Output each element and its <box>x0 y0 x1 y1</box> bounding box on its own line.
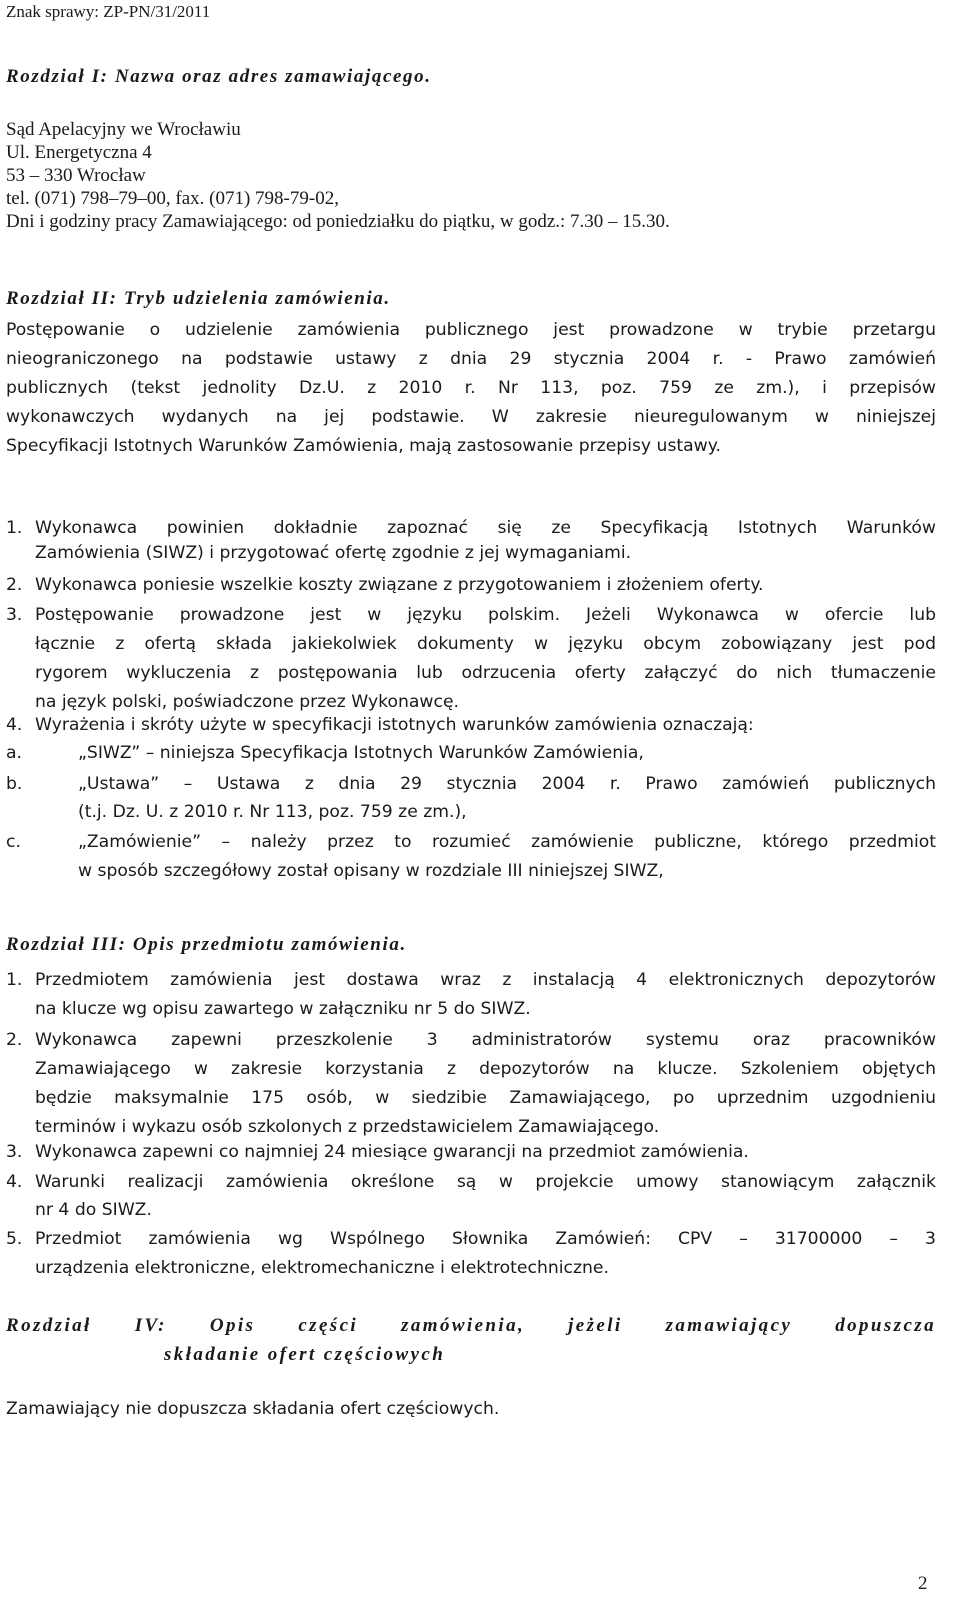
address-line: Ul. Energetyczna 4 <box>6 142 152 163</box>
address-block <box>6 118 936 233</box>
definition-line: „SIWZ” – niniejsza Specyfikacja Istotnych Warunków Zamówienia, <box>78 743 644 763</box>
chapter-3-heading: Rozdział III: Opis przedmiotu zamówienia. <box>6 934 407 955</box>
list-item <box>6 966 936 1024</box>
contact-line: tel. (071) 798–79–00, fax. (071) 798-79-02, <box>6 188 339 209</box>
chapter-1-heading: Rozdział I: Nazwa oraz adres zamawiającego. <box>6 66 432 87</box>
heading-line: Rozdział IV: Opis części zamówienia, jeżeli zamawiający dopuszcza <box>6 1315 936 1336</box>
address-line: Sąd Apelacyjny we Wrocławiu <box>6 119 241 140</box>
list-item <box>6 1026 936 1142</box>
case-reference: Znak sprawy: ZP-PN/31/2011 <box>6 2 211 21</box>
item-line: Wykonawca powinien dokładnie zapoznać się ze Specyfikacją Istotnych Warunków <box>35 518 936 538</box>
item-line: Przedmiotem zamówienia jest dostawa wraz z instalacją 4 elektronicznych depozytorów <box>35 970 936 990</box>
list-item <box>6 1225 936 1283</box>
definition-item <box>6 770 936 826</box>
chapter-2-heading: Rozdział II: Tryb udzielenia zamówienia. <box>6 288 391 309</box>
item-line: urządzenia elektroniczne, elektromechaniczne i elektrotechniczne. <box>35 1258 609 1278</box>
item-line: łącznie z ofertą składa jakiekolwiek dokumenty w języku obcym zobowiązany jest pod <box>35 634 936 654</box>
item-line: Wykonawca zapewni co najmniej 24 miesiące gwarancji na przedmiot zamówienia. <box>35 1142 749 1162</box>
list-item <box>6 1140 936 1165</box>
list-item <box>6 601 936 717</box>
item-line: na język polski, poświadczone przez Wykonawcę. <box>35 692 459 712</box>
paragraph-line: nieograniczonego na podstawie ustawy z dnia 29 stycznia 2004 r. - Prawo zamówień <box>6 349 936 369</box>
paragraph-line: Specyfikacji Istotnych Warunków Zamówienia, mają zastosowanie przepisy ustawy. <box>6 436 721 456</box>
item-line: będzie maksymalnie 175 osób, w siedzibie Zamawiającego, po uprzednim uzgodnieniu <box>35 1088 936 1108</box>
definition-item <box>6 741 936 766</box>
chapter-4-heading <box>6 1311 936 1369</box>
item-line: nr 4 do SIWZ. <box>35 1200 152 1220</box>
list-item <box>6 573 936 598</box>
item-line: Warunki realizacji zamówienia określone są w projekcie umowy stanowiącym załącznik <box>35 1172 936 1192</box>
definition-line: „Ustawa” – Ustawa z dnia 29 stycznia 2004 r. Prawo zamówień publicznych <box>78 774 936 794</box>
item-line: terminów i wykazu osób szkolonych z przedstawicielem Zamawiającego. <box>35 1117 660 1137</box>
working-hours-line: Dni i godziny pracy Zamawiającego: od poniedziałku do piątku, w godz.: 7.30 – 15.30. <box>6 211 670 232</box>
item-line: Zamawiającego w zakresie korzystania z depozytorów na klucze. Szkoleniem objętych <box>35 1059 936 1079</box>
address-line: 53 – 330 Wrocław <box>6 165 146 186</box>
partial-offers-paragraph: Zamawiający nie dopuszcza składania ofert częściowych. <box>6 1399 500 1419</box>
item-number: 2. <box>6 1030 23 1050</box>
paragraph-line: Postępowanie o udzielenie zamówienia publicznego jest prowadzone w trybie przetargu <box>6 320 936 340</box>
item-number: 1. <box>6 970 23 990</box>
paragraph-line: wykonawczych wydanych na jej podstawie. W zakresie nieuregulowanym w niniejszej <box>6 407 936 427</box>
item-line: Wykonawca zapewni przeszkolenie 3 administratorów systemu oraz pracowników <box>35 1030 936 1050</box>
definition-item <box>6 828 936 886</box>
heading-line: składanie ofert częściowych <box>164 1344 446 1365</box>
procedure-paragraph <box>6 316 936 461</box>
item-number: 1. <box>6 518 23 538</box>
item-line: Przedmiot zamówienia wg Wspólnego Słownika Zamówień: CPV – 31700000 – 3 <box>35 1229 936 1249</box>
item-line: Wykonawca poniesie wszelkie koszty związane z przygotowaniem i złożeniem oferty. <box>35 575 764 595</box>
definition-line: (t.j. Dz. U. z 2010 r. Nr 113, poz. 759 ze zm.), <box>78 802 467 822</box>
definition-line: „Zamówienie” – należy przez to rozumieć zamówienie publiczne, którego przedmiot <box>78 832 936 852</box>
definition-label: a. <box>6 743 22 763</box>
item-line: na klucze wg opisu zawartego w załączniku nr 5 do SIWZ. <box>35 999 531 1019</box>
item-line: Postępowanie prowadzone jest w języku polskim. Jeżeli Wykonawca w ofercie lub <box>35 605 936 625</box>
item-line: rygorem wykluczenia z postępowania lub odrzucenia oferty załączyć do nich tłumaczenie <box>35 663 936 683</box>
list-item <box>6 713 936 738</box>
item-number: 2. <box>6 575 23 595</box>
item-line: Wyrażenia i skróty użyte w specyfikacji istotnych warunków zamówienia oznaczają: <box>35 715 754 735</box>
item-number: 5. <box>6 1229 23 1249</box>
definition-label: b. <box>6 774 23 794</box>
page-number: 2 <box>918 1573 928 1594</box>
paragraph-line: publicznych (tekst jednolity Dz.U. z 2010 r. Nr 113, poz. 759 ze zm.), i przepisów <box>6 378 936 398</box>
definition-line: w sposób szczegółowy został opisany w rozdziale III niniejszej SIWZ, <box>78 861 664 881</box>
list-item <box>6 516 936 566</box>
definition-label: c. <box>6 832 21 852</box>
item-number: 4. <box>6 1172 23 1192</box>
item-line: Zamówienia (SIWZ) i przygotować ofertę zgodnie z jej wymaganiami. <box>35 543 632 563</box>
item-number: 4. <box>6 715 23 735</box>
item-number: 3. <box>6 605 23 625</box>
item-number: 3. <box>6 1142 23 1162</box>
list-item <box>6 1168 936 1224</box>
